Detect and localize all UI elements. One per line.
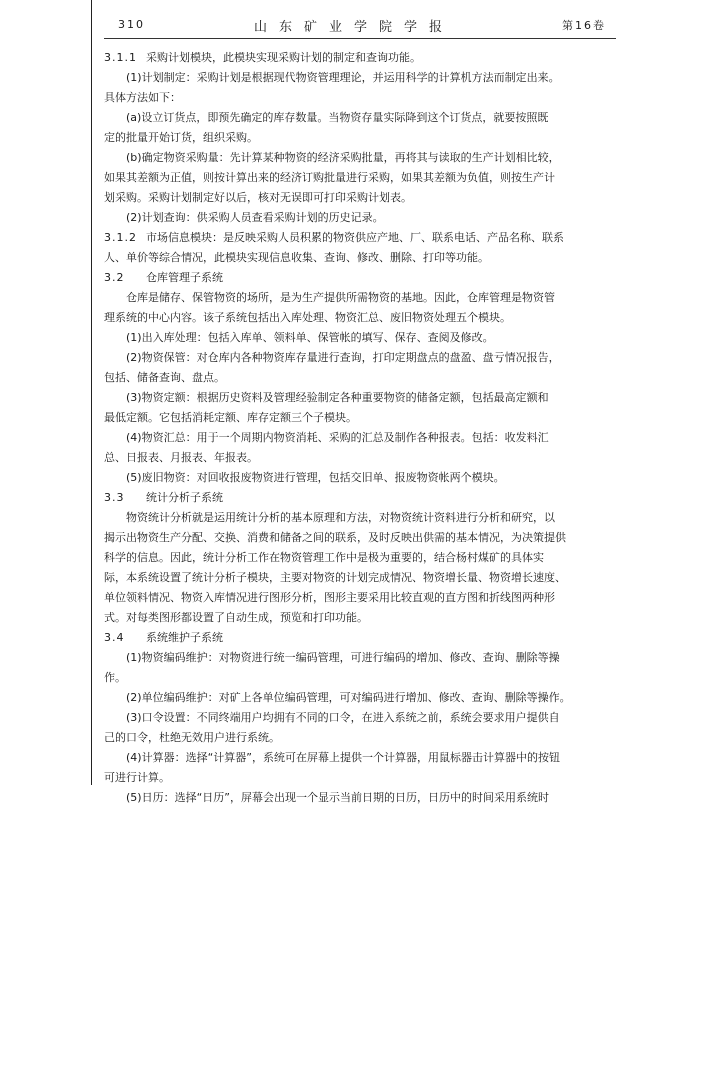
body-text-line	[104, 368, 616, 388]
body-text-line	[104, 68, 616, 88]
body-text-line	[104, 748, 616, 768]
body-text-line	[104, 548, 616, 568]
line-text: (3)口令设置：不同终端用户均拥有不同的口令，在进入系统之前，系统会要求用户提供自	[126, 711, 560, 724]
line-text: 具体方法如下：	[104, 91, 181, 104]
line-text: 物资统计分析就是运用统计分析的基本原理和方法，对物资统计资料进行分析和研究，以	[126, 511, 555, 524]
section-number: 3.1.2	[104, 231, 137, 244]
line-text: 系统维护子系统	[146, 631, 223, 644]
body-text-line	[104, 668, 616, 688]
line-text: (4)计算器：选择“计算器”，系统可在屏幕上提供一个计算器，用鼠标器击计算器中的按钮	[126, 751, 560, 764]
section-heading-line	[104, 628, 616, 648]
line-text: 仓库是储存、保管物资的场所，是为生产提供所需物资的基地。因此，仓库管理是物资管	[126, 291, 555, 304]
line-text: (b)确定物资采购量：先计算某种物资的经济采购批量，再将其与读取的生产计划相比较，	[126, 151, 560, 164]
body-text-line	[104, 728, 616, 748]
line-text: 理系统的中心内容。该子系统包括出入库处理、物资汇总、废旧物资处理五个模块。	[104, 311, 511, 324]
line-text: (2)计划查询：供采购人员查看采购计划的历史记录。	[126, 211, 384, 224]
header-rule	[104, 38, 616, 39]
line-text: 定的批量开始订货，组织采购。	[104, 131, 258, 144]
body-text-line	[104, 688, 616, 708]
body-text-line	[104, 88, 616, 108]
body-text-line	[104, 108, 616, 128]
body-text-line	[104, 768, 616, 788]
body-text-line	[104, 388, 616, 408]
line-text: (5)废旧物资：对回收报废物资进行管理，包括交旧单、报废物资帐两个模块。	[126, 471, 505, 484]
section-heading-line	[104, 268, 616, 288]
line-text: 采购计划模块，此模块实现采购计划的制定和查询功能。	[146, 51, 421, 64]
page-number: 310	[118, 18, 145, 31]
body-text-line	[104, 308, 616, 328]
line-text: (3)物资定额：根据历史资料及管理经验制定各种重要物资的储备定额，包括最高定额和	[126, 391, 549, 404]
line-text: 作。	[104, 671, 126, 684]
article-body	[104, 48, 616, 808]
body-text-line	[104, 568, 616, 588]
line-text: 总、日报表、月报表、年报表。	[104, 451, 258, 464]
line-text: (1)物资编码维护：对物资进行统一编码管理，可进行编码的增加、修改、查询、删除等操	[126, 651, 560, 664]
line-text: (2)物资保管：对仓库内各种物资库存量进行查询，打印定期盘点的盘盈、盘亏情况报告，	[126, 351, 560, 364]
body-text-line	[104, 288, 616, 308]
line-text: (5)日历：选择“日历”，屏幕会出现一个显示当前日期的日历，日历中的时间采用系统时	[126, 791, 549, 804]
line-text: 人、单价等综合情况，此模块实现信息收集、查询、修改、删除、打印等功能。	[104, 251, 489, 264]
body-text-line	[104, 408, 616, 428]
line-text: 际，本系统设置了统计分析子模块，主要对物资的计划完成情况、物资增长量、物资增长速度、	[104, 571, 566, 584]
section-number: 3.3	[104, 491, 125, 504]
body-text-line	[104, 128, 616, 148]
line-text: 单位领料情况、物资入库情况进行图形分析，图形主要采用比较直观的直方图和折线图两种形	[104, 591, 555, 604]
body-text-line	[104, 448, 616, 468]
line-text: (a)设立订货点，即预先确定的库存数量。当物资存量实际降到这个订货点，就要按照既	[126, 111, 549, 124]
section-heading-line	[104, 228, 616, 248]
line-text: 如果其差额为正值，则按计算出来的经济订购批量进行采购，如果其差额为负值，则按生产计	[104, 171, 555, 184]
line-text: 揭示出物资生产分配、交换、消费和储备之间的联系，及时反映出供需的基本情况，为决策提供	[104, 531, 566, 544]
body-text-line	[104, 248, 616, 268]
body-text-line	[104, 328, 616, 348]
volume-label: 第16卷	[562, 19, 606, 32]
section-number: 3.4	[104, 631, 125, 644]
body-text-line	[104, 148, 616, 168]
line-text: 划采购。采购计划制定好以后，核对无误即可打印采购计划表。	[104, 191, 412, 204]
line-text: (1)出入库处理：包括入库单、领料单、保管帐的填写、保存、查阅及修改。	[126, 331, 494, 344]
margin-rule	[91, 0, 92, 785]
line-text: 可进行计算。	[104, 771, 170, 784]
section-number: 3.2	[104, 271, 125, 284]
body-text-line	[104, 708, 616, 728]
section-heading-line	[104, 48, 616, 68]
line-text: (2)单位编码维护：对矿上各单位编码管理，可对编码进行增加、修改、查询、删除等操作。	[126, 691, 571, 704]
body-text-line	[104, 168, 616, 188]
line-text: (1)计划制定：采购计划是根据现代物资管理理论，并运用科学的计算机方法而制定出来。	[126, 71, 560, 84]
section-heading-line	[104, 488, 616, 508]
body-text-line	[104, 608, 616, 628]
line-text: 式。对每类图形都设置了自动生成，预览和打印功能。	[104, 611, 368, 624]
body-text-line	[104, 508, 616, 528]
body-text-line	[104, 588, 616, 608]
body-text-line	[104, 348, 616, 368]
body-text-line	[104, 428, 616, 448]
body-text-line	[104, 648, 616, 668]
line-text: (4)物资汇总：用于一个周期内物资消耗、采购的汇总及制作各种报表。包括：收发料汇	[126, 431, 549, 444]
line-text: 市场信息模块：是反映采购人员积累的物资供应产地、厂、联系电话、产品名称、联系	[146, 231, 564, 244]
line-text: 仓库管理子系统	[146, 271, 223, 284]
body-text-line	[104, 528, 616, 548]
line-text: 科学的信息。因此，统计分析工作在物资管理工作中是极为重要的，结合杨村煤矿的具体实	[104, 551, 544, 564]
body-text-line	[104, 188, 616, 208]
body-text-line	[104, 468, 616, 488]
journal-title: 山东矿业学院学报	[254, 20, 455, 35]
body-text-line	[104, 788, 616, 808]
line-text: 己的口令，杜绝无效用户进行系统。	[104, 731, 280, 744]
line-text: 最低定额。它包括消耗定额、库存定额三个子模块。	[104, 411, 357, 424]
body-text-line	[104, 208, 616, 228]
line-text: 统计分析子系统	[146, 491, 223, 504]
running-header	[104, 16, 616, 38]
line-text: 包括、储备查询、盘点。	[104, 371, 225, 384]
section-number: 3.1.1	[104, 51, 137, 64]
